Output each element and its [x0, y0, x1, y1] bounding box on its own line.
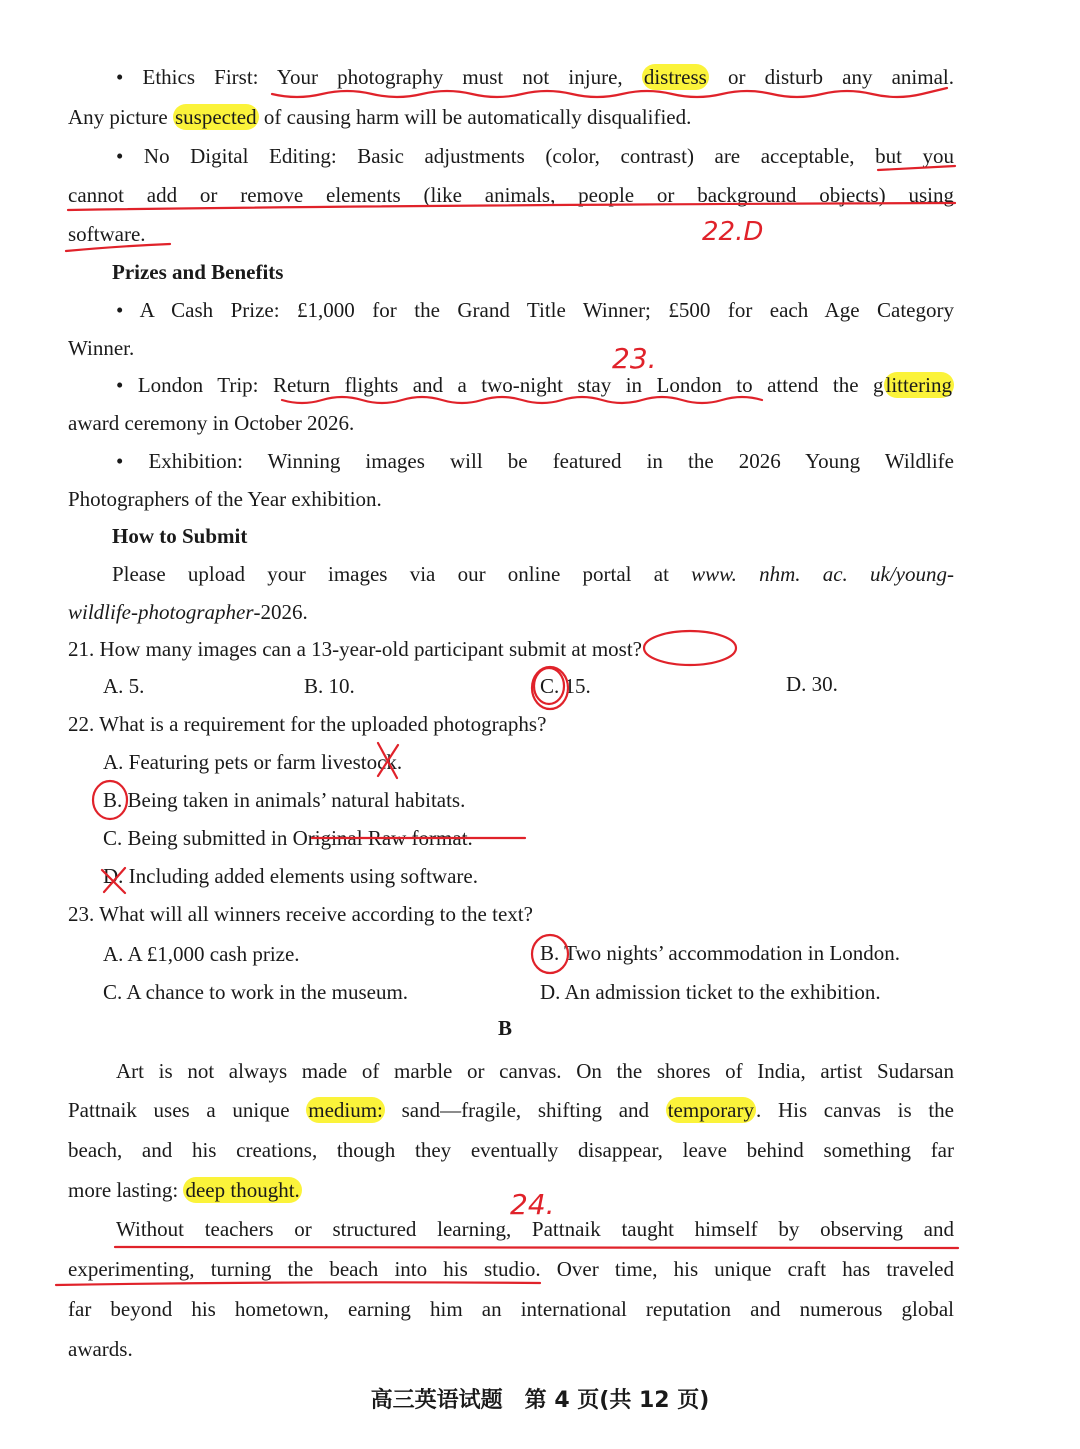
q21-option-c: C. 15. [540, 674, 591, 698]
ethics-line-1 [68, 62, 954, 92]
text: Any picture [68, 105, 173, 129]
question-22-stem: 22. What is a requirement for the uploaded photographs? [68, 712, 547, 736]
text: -2026. [253, 600, 308, 624]
passage-b-p2-line-4: awards. [68, 1337, 133, 1361]
text: sand—fragile, shifting and [384, 1098, 666, 1122]
handwritten-note-23: 23. [612, 342, 657, 375]
q21-option-d: D. 30. [786, 672, 838, 696]
submit-line-1 [68, 559, 954, 589]
q22-option-a: A. Featuring pets or farm livestock. [103, 750, 403, 774]
text: • Ethics First: Your photography must not injure, [116, 65, 642, 89]
portal-url: www. nhm. ac. uk/young- [691, 562, 954, 586]
text: Pattnaik uses a unique [68, 1098, 307, 1122]
question-23-stem: 23. What will all winners receive according to the text? [68, 902, 533, 926]
editing-line-3: software. [68, 222, 146, 246]
q22-option-b: B. Being taken in animals’ natural habitats. [103, 788, 466, 812]
passage-b-p2-line-1: Without teachers or structured learning, Pattnaik taught himself by observing and [116, 1217, 954, 1241]
highlight-suspected: suspected [174, 105, 257, 129]
section-b-label: B [497, 1016, 512, 1040]
q22-option-d: D. Including added elements using software. [103, 864, 478, 888]
passage-b-p1-line-3: beach, and his creations, though they eventually disappear, leave behind something far [68, 1138, 954, 1162]
text: more lasting: [68, 1178, 184, 1202]
submit-line-2 [68, 597, 954, 627]
passage-b-p2-line-2: experimenting, turning the beach into his studio. Over time, his unique craft has traveled [68, 1257, 954, 1281]
highlight-glittering: littering [885, 373, 952, 397]
portal-url: wildlife-photographer [68, 600, 254, 624]
q21-option-b: B. 10. [304, 674, 355, 698]
passage-b-p1-line-4 [68, 1175, 954, 1205]
q23-option-d: D. An admission ticket to the exhibition. [540, 980, 881, 1004]
underline [115, 1247, 958, 1248]
london-trip-line-1 [68, 370, 954, 400]
exhibition-line-2: Photographers of the Year exhibition. [68, 487, 382, 511]
text: • London Trip: Return flights and a two-night stay in London to attend the g [116, 373, 884, 397]
highlight-medium: medium: [308, 1098, 383, 1122]
q22-option-c: C. Being submitted in Original Raw format. [103, 826, 473, 850]
highlight-temporary: temporary [667, 1098, 754, 1122]
page-footer: 高三英语试题 第 4 页(共 12 页) [370, 1388, 710, 1413]
q23-option-a: A. A £1,000 cash prize. [103, 942, 300, 966]
q21-option-a: A. 5. [103, 674, 145, 698]
passage-b-p1-line-1: Art is not always made of marble or canvas. On the shores of India, artist Sudarsan [116, 1059, 954, 1083]
ethics-line-2 [68, 102, 954, 132]
text: of causing harm will be automatically disqualified. [258, 105, 692, 129]
passage-b-p2-line-3: far beyond his hometown, earning him an international reputation and numerous global [68, 1297, 954, 1321]
text: Please upload your images via our online portal at [112, 562, 692, 586]
highlight-deep-thought: deep thought. [185, 1178, 300, 1202]
london-trip-line-2: award ceremony in October 2026. [68, 411, 355, 435]
highlight-distress: distress [643, 65, 707, 89]
handwritten-note-22: 22.D [702, 217, 764, 247]
passage-b-p1-line-2 [68, 1095, 954, 1125]
editing-line-2: cannot add or remove elements (like animals, people or background objects) using [68, 183, 954, 207]
handwritten-note-24: 24. [510, 1188, 555, 1221]
text: or disturb any animal. [708, 65, 954, 89]
exhibition-line-1: • Exhibition: Winning images will be featured in the 2026 Young Wildlife [116, 449, 954, 473]
editing-line-1: • No Digital Editing: Basic adjustments (color, contrast) are acceptable, but you [116, 144, 954, 168]
text: . His canvas is the [756, 1098, 954, 1122]
cash-prize-line-1: • A Cash Prize: £1,000 for the Grand Title Winner; £500 for each Age Category [116, 298, 954, 322]
cash-prize-line-2: Winner. [68, 336, 135, 360]
q23-option-c: C. A chance to work in the museum. [103, 980, 409, 1004]
q23-option-b: B. Two nights’ accommodation in London. [540, 941, 900, 965]
submit-heading: How to Submit [112, 524, 248, 548]
prizes-heading: Prizes and Benefits [112, 260, 284, 284]
question-21-stem: 21. How many images can a 13-year-old participant submit at most? [68, 637, 643, 661]
